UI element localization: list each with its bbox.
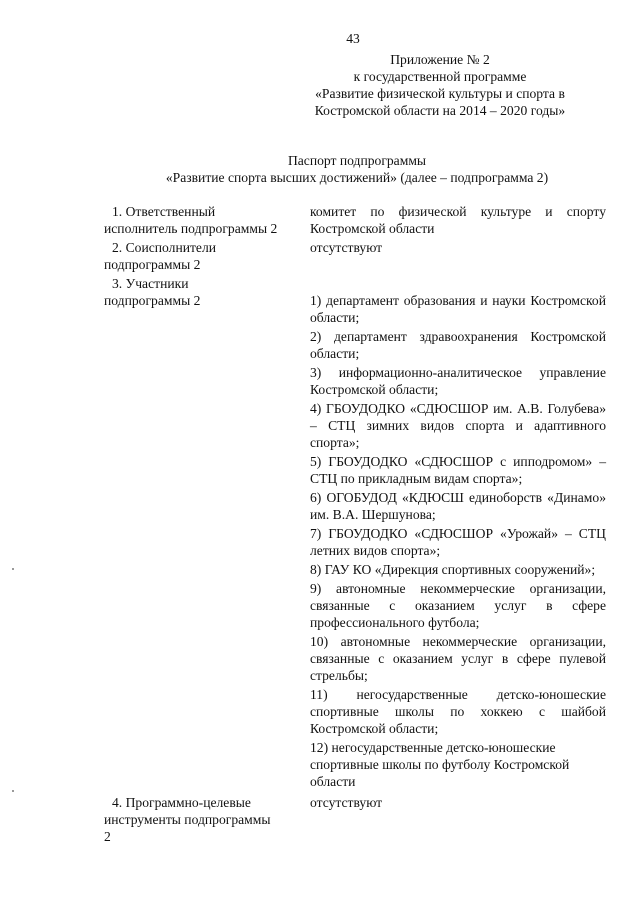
table-row (0, 794, 640, 845)
row-value: отсутствуют (310, 795, 383, 810)
list-item: 5) ГБОУДОДКО «СДЮСШОР с ипподромом» – СТЦ по прикладным видам спорта»; (310, 454, 606, 486)
list-item: 7) ГБОУДОДКО «СДЮСШОР «Урожай» – СТЦ летних видов спорта»; (310, 526, 606, 558)
list-item: 9) автономные некоммерческие организации, связанные с оказанием услуг в сфере профессионального футбола; (310, 581, 606, 630)
row-label-line: подпрограммы 2 (104, 257, 201, 272)
row-label-line: 3. Участники (112, 276, 189, 291)
row-label (104, 203, 306, 237)
row-label-line: исполнитель подпрограммы 2 (104, 221, 278, 236)
row-value: комитет по физической культуре и спорту Костромской области (310, 204, 606, 236)
appendix-line-1: Приложение № 2 (390, 52, 490, 67)
table-row (0, 275, 640, 792)
appendix-header (280, 51, 600, 119)
list-item: 1) департамент образования и науки Костромской области; (310, 293, 606, 325)
table-row (0, 203, 640, 237)
appendix-line-4: Костромской области на 2014 – 2020 годы» (314, 103, 566, 118)
row-label (104, 239, 306, 273)
row-label-line: 1. Ответственный (112, 204, 216, 219)
row-label-line: 4. Программно-целевые (112, 795, 251, 810)
row-label (104, 794, 306, 845)
document-title (92, 152, 622, 186)
list-item: 6) ОГОБУДОД «КДЮСШ единоборств «Динамо» им. В.А. Шершунова; (310, 490, 606, 522)
row-label-line: инструменты подпрограммы (104, 812, 271, 827)
appendix-line-3: «Развитие физической культуры и спорта в (315, 86, 565, 101)
title-line-2: «Развитие спорта высших достижений» (далее – подпрограмма 2) (165, 170, 549, 185)
scan-margin-mark (12, 790, 14, 792)
list-item: 2) департамент здравоохранения Костромской области; (310, 329, 606, 361)
row-label-line: подпрограммы 2 (104, 293, 201, 308)
list-item: 11) негосударственные детско-юношеские спортивные школы по хоккею с шайбой Костромской области; (310, 687, 606, 736)
row-label (104, 275, 306, 792)
passport-table (0, 203, 640, 847)
table-row (0, 239, 640, 273)
list-item: 12) негосударственные детско-юношеские спортивные школы по футболу Костромской области (310, 740, 570, 789)
appendix-line-2: к государственной программе (353, 69, 527, 84)
title-line-1: Паспорт подпрограммы (287, 153, 427, 168)
list-item: 10) автономные некоммерческие организации, связанные с оказанием услуг в сфере пулевой стрельбы; (310, 634, 606, 683)
row-label-line: 2 (104, 829, 111, 844)
page-number: 43 (346, 31, 360, 46)
list-item: 3) информационно-аналитическое управление Костромской области; (310, 365, 606, 397)
list-item: 4) ГБОУДОДКО «СДЮСШОР им. А.В. Голубева» – СТЦ зимних видов спорта и адаптивного спорта»; (310, 401, 606, 450)
list-item: 8) ГАУ КО «Дирекция спортивных сооружений»; (310, 562, 596, 577)
row-value: отсутствуют (310, 240, 383, 255)
scan-margin-mark (12, 568, 14, 570)
row-label-line: 2. Соисполнители (112, 240, 217, 255)
participants-list (310, 275, 606, 792)
